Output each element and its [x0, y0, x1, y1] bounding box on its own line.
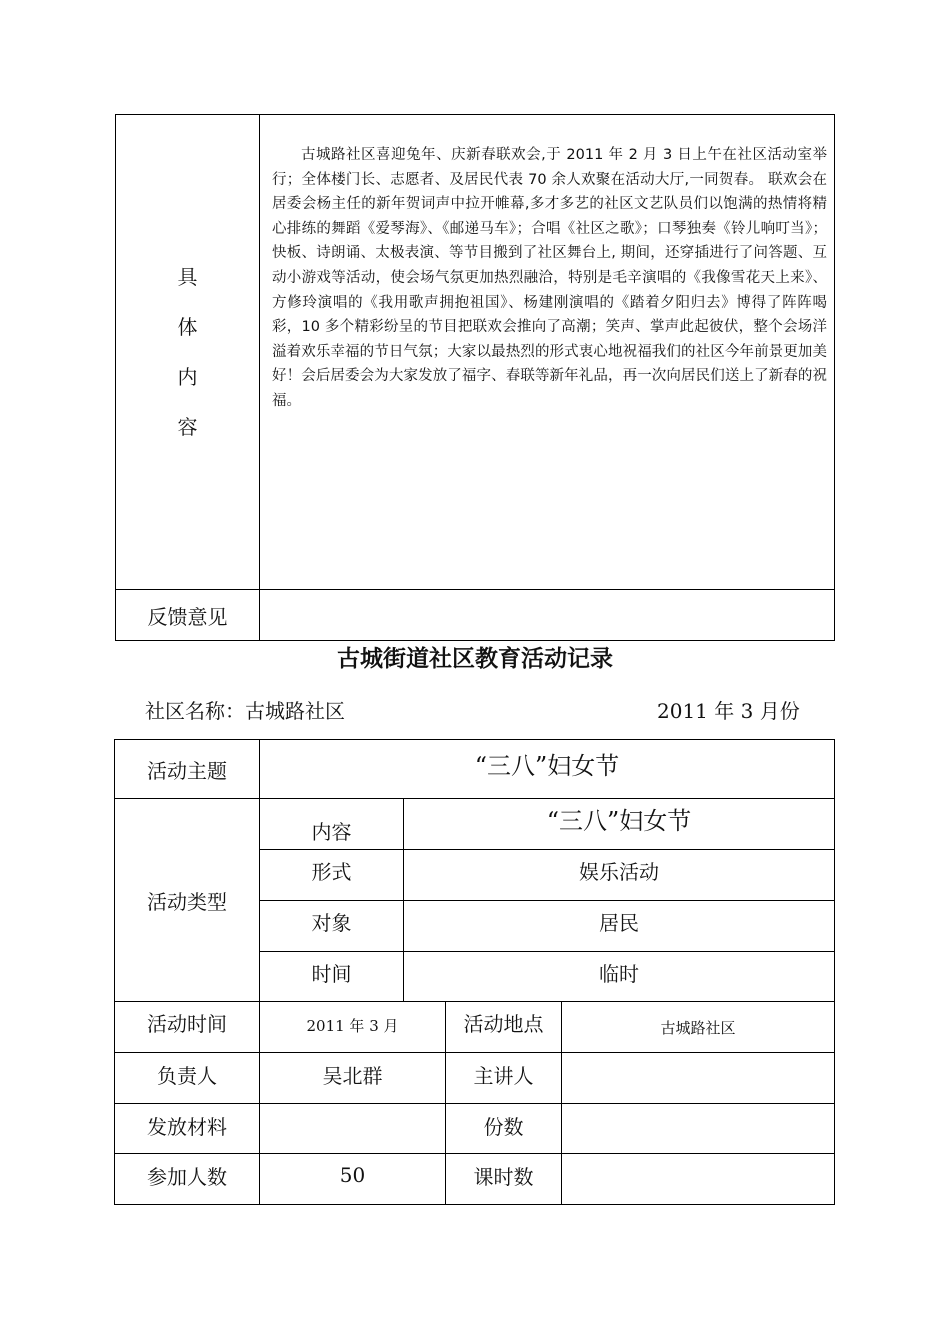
type-form-value: 娱乐活动 — [579, 859, 659, 884]
material-value — [260, 1104, 445, 1146]
content-table — [115, 114, 835, 641]
hours-label: 课时数 — [473, 1164, 534, 1189]
speaker-label: 主讲人 — [473, 1063, 534, 1088]
table-divider — [259, 115, 260, 640]
feedback-label: 反馈意见 — [147, 605, 228, 629]
content-text: 古城路社区喜迎兔年、庆新春联欢会,于 2011 年 2 月 3 日上午在社区活动室举行；全体楼门长、志愿者、及居民代表 70 余人欢聚在活动大厅,一同贺春。 联欢会在居委会杨主任的新年贺词声中拉开帷幕,多才多艺的社区文艺队员们以饱满的热情将精心排练的舞蹈《爱琴海》、《邮递马车》；合唱《社区之歌》；口琴独奏《铃儿响叮当》；快板、诗朗诵、太极表演、等节目搬到了社区舞台上, 期间，还穿插进行了问答题、互动小游戏等活动，使会场气氛更加热烈融洽，特别是毛辛演唱的《我像雪花天上来》、方修玲演唱的《我用歌声拥抱祖国》、杨建刚演唱的《踏着夕阳归去》博得了阵阵喝彩，10 多个精彩纷呈的节目把联欢会推向了高潮；笑声、掌声此起彼伏，整个会场洋溢着欢乐幸福的节日气氛；大家以最热烈的形式衷心地祝福我们的社区今年前景更加美好！会后居委会为大家发放了福字、春联等新年礼品，再一次向居民们送上了新春的祝福。 — [272, 147, 827, 409]
activity-record-table — [114, 739, 835, 1205]
theme-label: 活动主题 — [147, 758, 227, 783]
content-label-char: 内 — [177, 365, 198, 389]
participants-label: 参加人数 — [147, 1164, 227, 1189]
participants-value: 50 — [339, 1163, 366, 1187]
activity-place-value: 古城路社区 — [660, 1018, 736, 1037]
type-time-value: 临时 — [599, 961, 639, 986]
leader-value: 吴北群 — [322, 1063, 383, 1088]
feedback-value — [260, 590, 834, 641]
type-form-label: 形式 — [311, 859, 352, 884]
material-label: 发放材料 — [147, 1114, 227, 1139]
content-label — [116, 115, 259, 589]
activity-time-value: 2011 年 3 月 — [306, 1016, 399, 1035]
page-title: 古城街道社区教育活动记录 — [337, 646, 613, 672]
type-audience-value: 居民 — [599, 910, 639, 935]
speaker-value — [562, 1053, 834, 1095]
hours-value — [562, 1154, 834, 1196]
copies-value — [562, 1104, 834, 1146]
content-label-char: 容 — [177, 415, 198, 439]
activity-place-label: 活动地点 — [463, 1011, 544, 1036]
content-label-char: 体 — [177, 315, 198, 339]
type-audience-label: 对象 — [311, 910, 352, 935]
type-time-label: 时间 — [311, 961, 352, 986]
type-label: 活动类型 — [147, 889, 227, 914]
community-name: 社区名称：古城路社区 — [145, 699, 345, 723]
type-content-label: 内容 — [311, 819, 352, 844]
theme-value: “三八”妇女节 — [474, 751, 620, 780]
record-month: 2011 年 3 月份 — [657, 699, 800, 723]
activity-time-label: 活动时间 — [147, 1011, 227, 1036]
content-label-char: 具 — [177, 265, 198, 289]
type-content-value: “三八”妇女节 — [546, 806, 692, 835]
leader-label: 负责人 — [157, 1063, 217, 1088]
copies-label: 份数 — [483, 1114, 524, 1139]
